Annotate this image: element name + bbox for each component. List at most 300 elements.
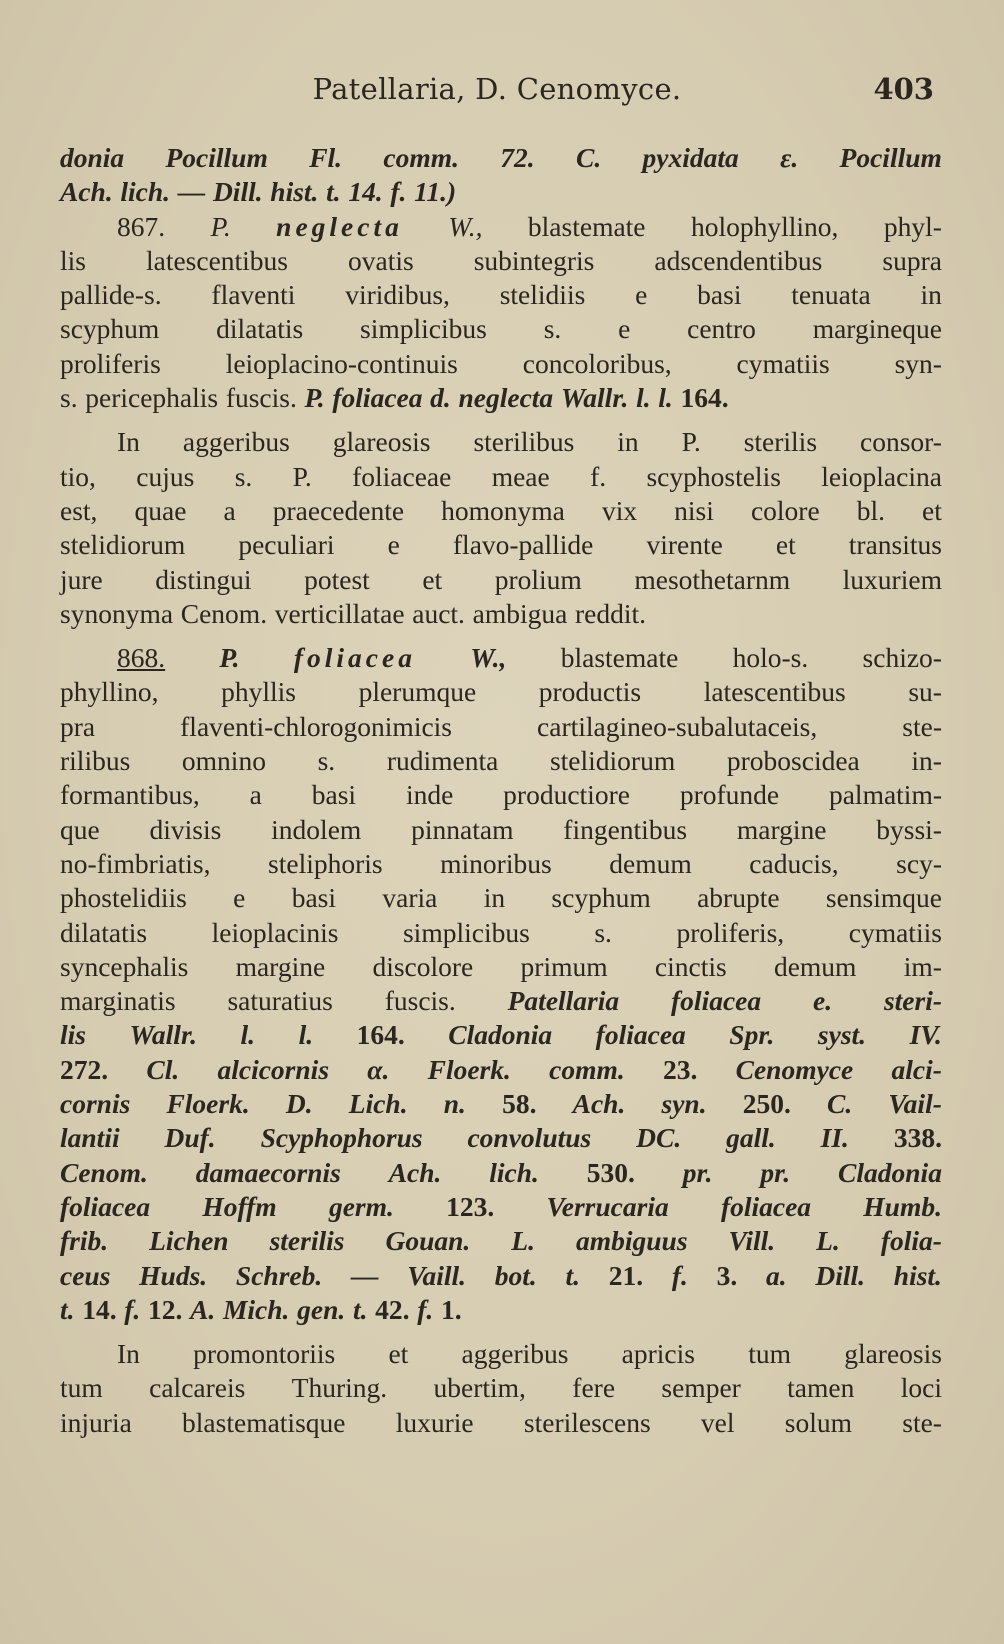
word: Scyphophorus: [260, 1122, 423, 1154]
word: vix: [601, 494, 638, 526]
word: l.: [636, 382, 651, 414]
word: bot.: [494, 1259, 537, 1291]
word: blastemate: [560, 642, 679, 674]
word: proliferis,: [676, 916, 785, 948]
word: D.: [285, 1088, 313, 1120]
word: P.: [681, 426, 701, 458]
word: glareosis: [332, 426, 431, 458]
word: scy-: [896, 847, 942, 879]
word: Thuring.: [291, 1372, 388, 1404]
word: A.: [190, 1293, 216, 1325]
word: sterilis: [743, 426, 818, 458]
text-line: [60, 141, 942, 175]
word: f.: [124, 1293, 141, 1325]
word: promontoriis: [193, 1338, 336, 1370]
word: 14.: [348, 176, 383, 208]
word: semper: [661, 1372, 741, 1404]
word: consor-: [859, 426, 942, 458]
word: rilibus: [60, 745, 131, 777]
word: 868.: [117, 642, 166, 674]
word: glareosis: [844, 1338, 942, 1370]
word: indolem: [271, 813, 362, 845]
word: supra: [882, 244, 942, 276]
word: ubertim,: [433, 1372, 526, 1404]
word: In: [117, 1338, 140, 1370]
word: stelidiorum: [549, 745, 676, 777]
text-line: [60, 847, 942, 881]
word: sterilis: [269, 1225, 345, 1257]
text-line: [60, 813, 942, 847]
word: aggeribus: [461, 1338, 569, 1370]
word: damaecornis: [195, 1156, 341, 1188]
word: foliaceae: [352, 460, 452, 492]
word: mesothetarnm: [634, 563, 791, 595]
word: cujus: [136, 460, 195, 492]
text-line: [60, 563, 942, 597]
word: viridibus,: [345, 279, 450, 311]
word: Cenom.: [60, 1156, 148, 1188]
word: n.: [443, 1088, 466, 1120]
word: holophyllino,: [690, 210, 839, 242]
word: 867.: [117, 210, 166, 242]
word: profunde: [679, 779, 780, 811]
word: fuscis.: [384, 985, 456, 1017]
word: f.: [390, 176, 407, 208]
word: Vill.: [728, 1225, 776, 1257]
word: sterilibus: [473, 426, 575, 458]
word: bl.: [856, 494, 885, 526]
word: a.: [766, 1259, 787, 1291]
word: 164.: [680, 382, 729, 414]
word: t.: [565, 1259, 581, 1291]
word: pr.: [682, 1156, 713, 1188]
word: reddit.: [575, 597, 647, 629]
word: latescentibus: [145, 244, 289, 276]
word: —: [350, 1259, 379, 1291]
text-line: [60, 675, 942, 709]
text-line: [60, 1156, 942, 1190]
word: ceus: [60, 1259, 111, 1291]
word: C.: [827, 1088, 853, 1120]
word: hist.: [893, 1259, 942, 1291]
word: pra: [60, 710, 96, 742]
word: 21.: [608, 1259, 644, 1291]
word: f.: [590, 460, 607, 492]
word: 23.: [663, 1053, 698, 1085]
word: et: [922, 494, 942, 526]
word: Dill.: [212, 176, 263, 208]
word: Schreb.: [235, 1259, 323, 1291]
word: concoloribus,: [522, 347, 672, 379]
word: Cenom.: [180, 597, 268, 629]
word: loci: [900, 1372, 942, 1404]
word: virente: [646, 529, 723, 561]
word: byssi-: [876, 813, 942, 845]
word: fere: [572, 1372, 616, 1404]
word: sterilescens: [523, 1406, 651, 1438]
word: 250.: [742, 1088, 791, 1120]
paragraph-gap: [60, 1327, 942, 1337]
word: stelidiorum: [60, 529, 186, 561]
text-line: [60, 1087, 942, 1121]
word: flavo-pallide: [452, 529, 594, 561]
word: colore: [750, 494, 820, 526]
word: Vaill.: [407, 1259, 467, 1291]
word: basi: [697, 279, 742, 311]
text-line: [60, 950, 942, 984]
word: Mich.: [222, 1293, 290, 1325]
word: schizo-: [862, 642, 942, 674]
text-line: [60, 881, 942, 915]
word: potest: [304, 563, 370, 595]
word: cinctis: [654, 950, 727, 982]
word: flaventi-chlorogonimicis: [180, 710, 453, 742]
word: P.: [304, 382, 325, 414]
word: pinnatam: [411, 813, 514, 845]
word: 12.: [148, 1293, 183, 1325]
word: que: [60, 813, 100, 845]
word: latescentibus: [703, 676, 846, 708]
word: Vail-: [888, 1088, 942, 1120]
word: in: [920, 279, 942, 311]
word: Cladonia: [838, 1156, 942, 1188]
word: inde: [405, 779, 454, 811]
text-line: [60, 312, 942, 346]
text-line: [60, 1293, 942, 1327]
text-line: [60, 1259, 942, 1293]
word: basi: [311, 779, 357, 811]
word: pr.: [760, 1156, 791, 1188]
word: primum: [520, 950, 608, 982]
word: 272.: [60, 1053, 109, 1085]
word: scyphostelis: [646, 460, 781, 492]
text-line: [60, 494, 942, 528]
word: prolium: [494, 563, 582, 595]
word: Ach.: [60, 176, 113, 208]
word: a: [249, 779, 262, 811]
word: Huds.: [139, 1259, 208, 1291]
word: gen.: [297, 1293, 346, 1325]
page-number: 403: [873, 72, 934, 106]
word: et: [422, 563, 443, 595]
word: et: [388, 1338, 409, 1370]
word: nisi: [674, 494, 714, 526]
word: palmatim-: [828, 779, 942, 811]
word: margineque: [812, 313, 942, 345]
word: Verrucaria: [546, 1190, 669, 1222]
word: saturatius: [227, 985, 333, 1017]
word: Floerk.: [427, 1053, 511, 1085]
word: e: [387, 529, 400, 561]
word: s.: [594, 916, 612, 948]
word: phyllino,: [60, 676, 159, 708]
word: foliacea: [595, 1019, 686, 1051]
word: —: [177, 176, 206, 208]
running-head: Patellaria, D. Cenomyce.: [312, 72, 682, 106]
word: phostelidiis: [60, 882, 187, 914]
word: syn.: [661, 1088, 707, 1120]
word: formantibus,: [60, 779, 200, 811]
word: ovatis: [348, 244, 414, 276]
word: gall.: [726, 1122, 776, 1154]
text-line: [60, 278, 942, 312]
word: phyllis: [221, 676, 296, 708]
word: alcicornis: [217, 1053, 330, 1085]
word: 14.: [82, 1293, 117, 1325]
text-line: [60, 1337, 942, 1371]
paragraph-gap: [60, 415, 942, 425]
word: aggeribus: [182, 426, 290, 458]
word: peculiari: [238, 529, 335, 561]
paragraph-gap: [60, 631, 942, 641]
word: t.: [326, 176, 341, 208]
word: foliacea: [671, 985, 762, 1017]
word: marginatis: [60, 985, 176, 1017]
word: 1.: [440, 1293, 462, 1325]
word: Dill.: [815, 1259, 866, 1291]
word: varia: [382, 882, 438, 914]
word: fingentibus: [563, 813, 688, 845]
word: ste-: [902, 1406, 942, 1438]
word: et: [775, 529, 796, 561]
word: W.,: [470, 642, 507, 674]
word: Spr.: [729, 1019, 775, 1051]
text-line: [60, 641, 942, 675]
word: 72.: [500, 142, 535, 173]
word: meae: [491, 460, 550, 492]
word: apricis: [621, 1338, 695, 1370]
word: 3.: [716, 1259, 738, 1291]
word: P.: [210, 210, 231, 242]
word: in: [483, 882, 506, 914]
word: syst.: [817, 1019, 867, 1051]
word: adscendentibus: [654, 244, 823, 276]
word: leioplacina: [821, 460, 942, 492]
word: margine: [736, 813, 827, 845]
word: P.: [219, 642, 240, 674]
word: basi: [291, 882, 337, 914]
word: centro: [687, 313, 756, 345]
word: in-: [911, 745, 942, 777]
text-line: [60, 744, 942, 778]
word: Lichen: [149, 1225, 229, 1257]
word: dilatatis: [216, 313, 304, 345]
word: Wallr.: [560, 382, 629, 414]
text-line: [60, 778, 942, 812]
word: 164.: [356, 1019, 405, 1051]
word: foliacea: [293, 642, 416, 674]
word: su-: [908, 676, 942, 708]
word: L.: [511, 1225, 535, 1257]
word: praecedente: [272, 494, 405, 526]
text-line: [60, 460, 942, 494]
text-line: [60, 1190, 942, 1224]
word: f.: [417, 1293, 434, 1325]
word: stelidiis: [499, 279, 586, 311]
word: tum: [748, 1338, 791, 1370]
word: l.: [658, 382, 673, 414]
word: flaventi: [211, 279, 296, 311]
word: tum: [60, 1372, 103, 1404]
word: minoribus: [440, 847, 552, 879]
word: abrupte: [697, 882, 780, 914]
word: Pocillum: [839, 142, 942, 173]
word: synonyma: [60, 597, 174, 629]
word: productiore: [503, 779, 630, 811]
word: comm.: [549, 1053, 625, 1085]
word: Cladonia: [448, 1019, 553, 1051]
word: e: [635, 279, 648, 311]
word: foliacea: [332, 382, 423, 414]
text-line: [60, 175, 942, 209]
word: cornis: [60, 1088, 131, 1120]
word: quae: [134, 494, 187, 526]
word: plerumque: [358, 676, 477, 708]
word: 11.): [414, 176, 457, 208]
word: omnino: [181, 745, 266, 777]
word: cymatiis: [736, 347, 830, 379]
word: homonyma: [441, 494, 565, 526]
word: 123.: [446, 1190, 495, 1222]
word: DC.: [636, 1122, 682, 1154]
word: s.: [234, 460, 253, 492]
word: divisis: [149, 813, 222, 845]
word: proliferis: [60, 347, 161, 379]
word: lich.: [489, 1156, 539, 1188]
word: ambigua: [472, 597, 568, 629]
word: Cenomyce: [735, 1053, 854, 1085]
word: syncephalis: [60, 950, 189, 982]
word: 58.: [502, 1088, 537, 1120]
word: Humb.: [863, 1190, 942, 1222]
word: margine: [235, 950, 326, 982]
word: lis: [60, 244, 86, 276]
word: leioplacino-continuis: [225, 347, 458, 379]
word: C.: [575, 142, 602, 173]
word: est,: [60, 494, 98, 526]
word: frib.: [60, 1225, 109, 1257]
word: solum: [784, 1406, 852, 1438]
text-line: [60, 528, 942, 562]
word: pallide-s.: [60, 279, 162, 311]
word: folia-: [880, 1225, 942, 1257]
word: tio,: [60, 460, 96, 492]
word: Ach.: [388, 1156, 442, 1188]
word: II.: [820, 1122, 849, 1154]
word: P.: [292, 460, 312, 492]
word: subintegris: [473, 244, 595, 276]
text-line: [60, 425, 942, 459]
word: demum: [773, 950, 857, 982]
word: syn-: [894, 347, 942, 379]
word: distingui: [155, 563, 252, 595]
word: scyphum: [60, 313, 160, 345]
text-line: [60, 1053, 942, 1087]
word: Wallr.: [129, 1019, 198, 1051]
word: ε.: [780, 142, 799, 173]
word: jure: [60, 563, 103, 595]
word: Fl.: [309, 142, 343, 173]
text-line: [60, 1121, 942, 1155]
word: neglecta: [458, 382, 554, 414]
text-line: [60, 347, 942, 381]
word: alci-: [891, 1053, 942, 1085]
word: demum: [609, 847, 692, 879]
word: dilatatis: [60, 916, 148, 948]
word: lantii: [60, 1122, 120, 1154]
word: Patellaria: [507, 985, 620, 1017]
word: in: [617, 426, 639, 458]
word: no-fimbriatis,: [60, 847, 211, 879]
word: leioplacinis: [211, 916, 339, 948]
word: simplicibus: [360, 313, 487, 345]
word: blastematisque: [182, 1406, 346, 1438]
word: a: [223, 494, 236, 526]
word: lich.: [120, 176, 171, 208]
word: convolutus: [467, 1122, 592, 1154]
word: discolore: [372, 950, 474, 982]
word: Pocillum: [165, 142, 268, 173]
word: foliacea: [720, 1190, 812, 1222]
word: donia: [60, 142, 125, 173]
text-line: [60, 597, 942, 631]
word: Lich.: [348, 1088, 408, 1120]
word: scyphum: [551, 882, 651, 914]
text-line: [60, 381, 942, 415]
word: s.: [543, 313, 562, 345]
word: luxurie: [395, 1406, 474, 1438]
text-line: [60, 1371, 942, 1405]
text-line: [60, 210, 942, 244]
word: d.: [430, 382, 451, 414]
word: Duf.: [164, 1122, 216, 1154]
word: im-: [903, 950, 942, 982]
word: s.: [60, 382, 78, 414]
word: auct.: [412, 597, 465, 629]
word: neglecta: [276, 210, 403, 242]
word: transitus: [848, 529, 942, 561]
word: f.: [671, 1259, 688, 1291]
word: e: [233, 882, 246, 914]
word: holo-s.: [732, 642, 809, 674]
word: pericephalis: [85, 382, 219, 414]
word: Floerk.: [166, 1088, 250, 1120]
word: L.: [816, 1225, 840, 1257]
word: In: [117, 426, 140, 458]
text-line: [60, 710, 942, 744]
word: proboscidea: [726, 745, 860, 777]
word: s.: [317, 745, 336, 777]
word: 530.: [586, 1156, 635, 1188]
word: foliacea: [60, 1190, 151, 1222]
word: blastemate: [527, 210, 646, 242]
text-line: [60, 244, 942, 278]
word: comm.: [383, 142, 459, 173]
word: l.: [298, 1019, 314, 1051]
word: calcareis: [149, 1372, 246, 1404]
word: tenuata: [791, 279, 871, 311]
text-line: [60, 1224, 942, 1258]
text-line: [60, 1406, 942, 1440]
word: ste-: [902, 710, 942, 742]
word: caducis,: [749, 847, 839, 879]
word: sensimque: [825, 882, 942, 914]
word: ambiguus: [575, 1225, 688, 1257]
word: hist.: [270, 176, 319, 208]
word: α.: [367, 1053, 390, 1085]
word: tamen: [787, 1372, 855, 1404]
word: Ach.: [572, 1088, 626, 1120]
